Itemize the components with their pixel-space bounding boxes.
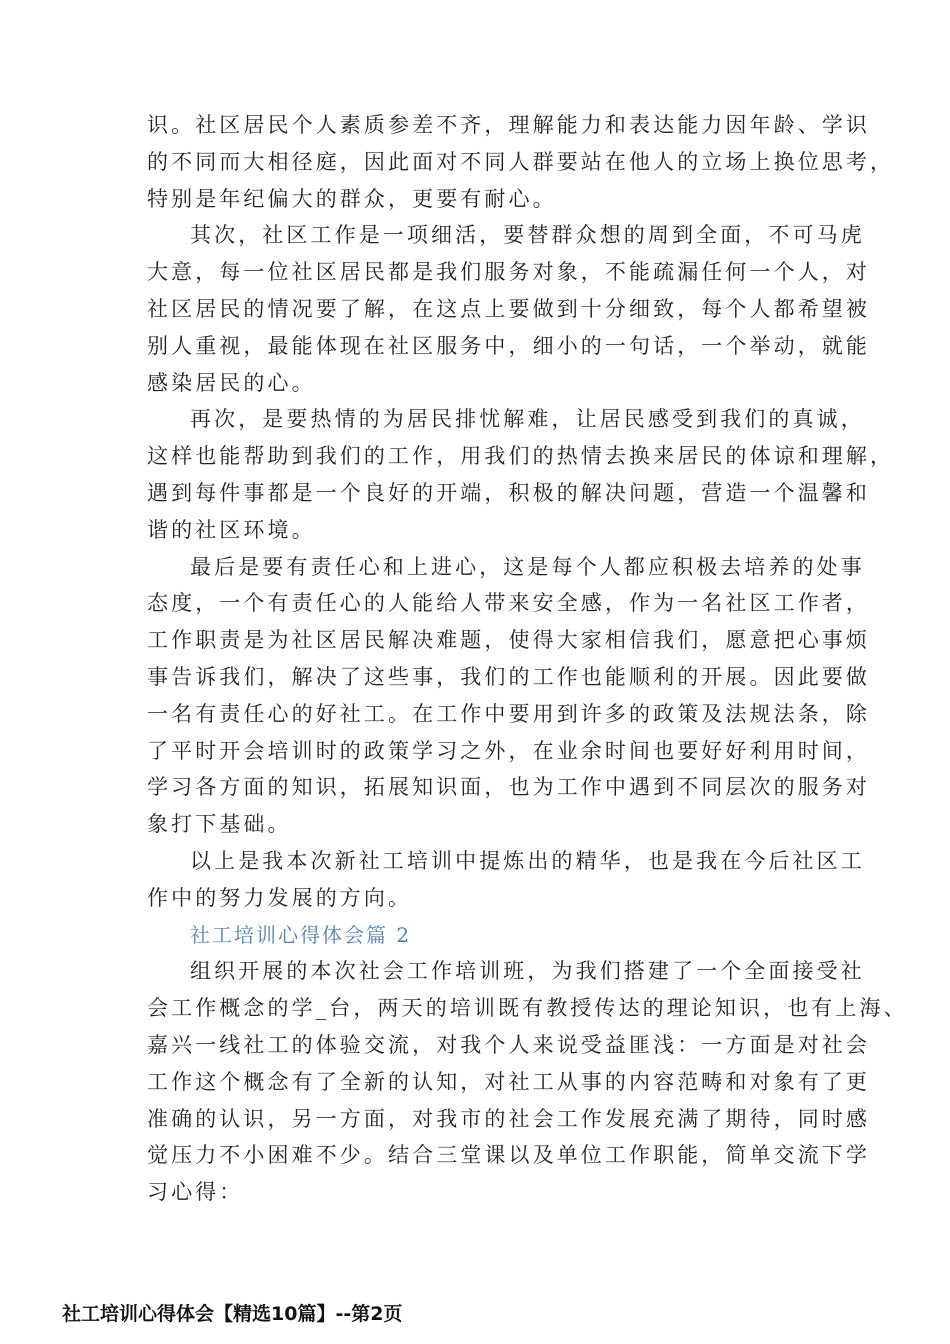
text-line: 了平时开会培训时的政策学习之外，在业余时间也要好好利用时间， bbox=[147, 738, 870, 763]
text-line: 学习各方面的知识，拓展知识面，也为工作中遇到不同层次的服务对 bbox=[147, 775, 870, 800]
text-line: 大意，每一位社区居民都是我们服务对象，不能疏漏任何一个人，对 bbox=[147, 260, 870, 285]
section-heading: 社工培训心得体会篇 2 bbox=[190, 922, 412, 947]
text-line: 遇到每件事都是一个良好的开端，积极的解决问题，营造一个温馨和 bbox=[147, 480, 870, 505]
paragraph-start: 其次，社区工作是一项细活，要替群众想的周到全面，不可马虎 bbox=[190, 223, 865, 248]
text-line: 觉压力不小困难不少。结合三堂课以及单位工作职能，简单交流下学 bbox=[147, 1143, 870, 1168]
text-line: 社区居民的情况要了解，在这点上要做到十分细致，每个人都希望被 bbox=[147, 296, 870, 321]
text-line: 习心得： bbox=[147, 1180, 244, 1205]
paragraph-start: 再次，是要热情的为居民排忧解难，让居民感受到我们的真诚， bbox=[190, 407, 865, 432]
text-line: 事告诉我们，解决了这些事，我们的工作也能顺利的开展。因此要做 bbox=[147, 664, 870, 689]
text-line: 一名有责任心的好社工。在工作中要用到许多的政策及法规法条，除 bbox=[147, 701, 870, 726]
page-footer: 社工培训心得体会【精选10篇】--第2页 bbox=[62, 1303, 403, 1325]
text-line: 会工作概念的学_台，两天的培训既有教授传达的理论知识，也有上海、 bbox=[147, 996, 908, 1021]
text-line: 的不同而大相径庭，因此面对不同人群要站在他人的立场上换位思考， bbox=[147, 149, 895, 174]
text-line: 工作职责是为社区居民解决难题，使得大家相信我们，愿意把心事烦 bbox=[147, 628, 870, 653]
text-line: 特别是年纪偏大的群众，更要有耐心。 bbox=[147, 186, 557, 211]
text-line: 别人重视，最能体现在社区服务中，细小的一句话，一个举动，就能 bbox=[147, 333, 870, 358]
text-line: 嘉兴一线社工的体验交流，对我个人来说受益匪浅：一方面是对社会 bbox=[147, 1032, 870, 1057]
text-line: 准确的认识，另一方面，对我市的社会工作发展充满了期待，同时感 bbox=[147, 1106, 870, 1131]
text-line: 感染居民的心。 bbox=[147, 370, 316, 395]
text-line: 象打下基础。 bbox=[147, 812, 292, 837]
document-body bbox=[147, 107, 908, 1211]
text-line: 工作这个概念有了全新的认知，对社工从事的内容范畴和对象有了更 bbox=[147, 1069, 870, 1094]
text-line: 识。社区居民个人素质参差不齐，理解能力和表达能力因年龄、学识 bbox=[147, 113, 870, 137]
text-line: 作中的努力发展的方向。 bbox=[147, 885, 413, 910]
paragraph-start: 以上是我本次新社工培训中提炼出的精华，也是我在今后社区工 bbox=[190, 848, 865, 873]
text-line: 这样也能帮助到我们的工作，用我们的热情去换来居民的体谅和理解， bbox=[147, 444, 895, 469]
text-line: 态度，一个有责任心的人能给人带来安全感，作为一名社区工作者， bbox=[147, 591, 870, 616]
paragraph-start: 最后是要有责任心和上进心，这是每个人都应积极去培养的处事 bbox=[190, 554, 865, 579]
text-line: 谐的社区环境。 bbox=[147, 517, 316, 542]
paragraph-start: 组织开展的本次社会工作培训班，为我们搭建了一个全面接受社 bbox=[190, 959, 865, 984]
